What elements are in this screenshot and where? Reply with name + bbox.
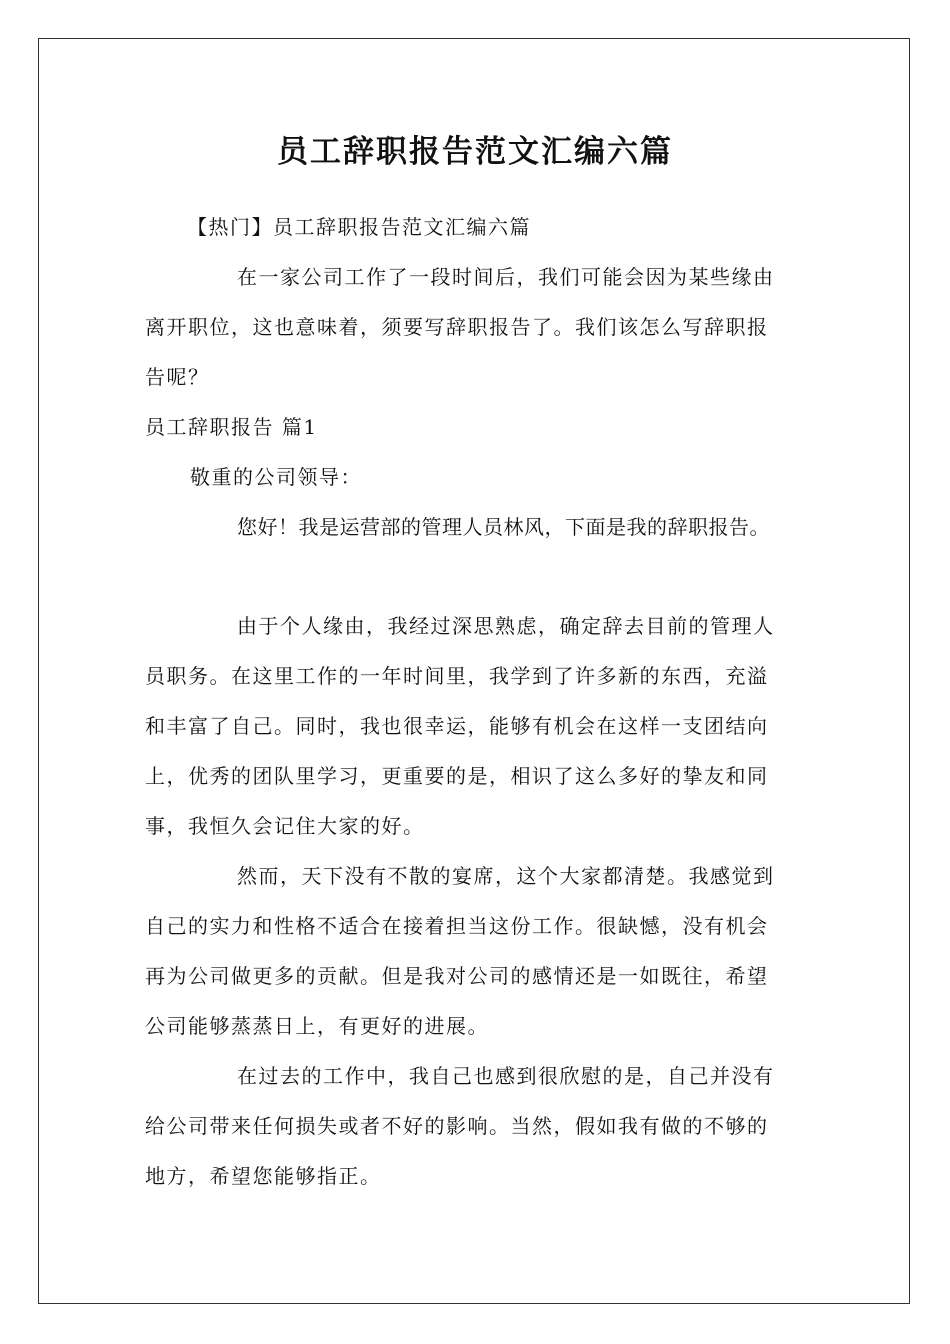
paragraph-line: 上，优秀的团队里学习，更重要的是，相识了这么多好的挚友和同: [145, 764, 769, 788]
paragraph-line: 自己的实力和性格不适合在接着担当这份工作。很缺憾，没有机会: [145, 914, 769, 938]
document-title: 员工辞职报告范文汇编六篇: [277, 134, 673, 170]
paragraph-line: 员职务。在这里工作的一年时间里，我学到了许多新的东西，充溢: [145, 664, 769, 688]
intro-line: 告呢？: [145, 365, 210, 389]
intro-line: 离开职位，这也意味着，须要写辞职报告了。我们该怎么写辞职报: [145, 315, 769, 339]
paragraph-line: 由于个人缘由，我经过深思熟虑，确定辞去目前的管理人: [237, 614, 775, 638]
paragraph-line: 给公司带来任何损失或者不好的影响。当然，假如我有做的不够的: [145, 1114, 769, 1138]
paragraph-line: 再为公司做更多的贡献。但是我对公司的感情还是一如既往，希望: [145, 964, 769, 988]
greeting-line: 您好！我是运营部的管理人员林风，下面是我的辞职报告。: [237, 515, 770, 539]
tag-line: 【热门】员工辞职报告范文汇编六篇: [187, 215, 531, 239]
intro-line: 在一家公司工作了一段时间后，我们可能会因为某些缘由: [237, 265, 775, 289]
paragraph-line: 事，我恒久会记住大家的好。: [145, 814, 425, 838]
paragraph-line: 然而，天下没有不散的宴席，这个大家都清楚。我感觉到: [237, 864, 775, 888]
section-heading: 员工辞职报告 篇1: [145, 415, 318, 439]
salutation: 敬重的公司领导：: [190, 465, 362, 489]
paragraph-line: 和丰富了自己。同时，我也很幸运，能够有机会在这样一支团结向: [145, 714, 769, 738]
paragraph-line: 在过去的工作中，我自己也感到很欣慰的是，自己并没有: [237, 1064, 775, 1088]
paragraph-line: 公司能够蒸蒸日上，有更好的进展。: [145, 1014, 489, 1038]
paragraph-line: 地方，希望您能够指正。: [145, 1164, 382, 1188]
